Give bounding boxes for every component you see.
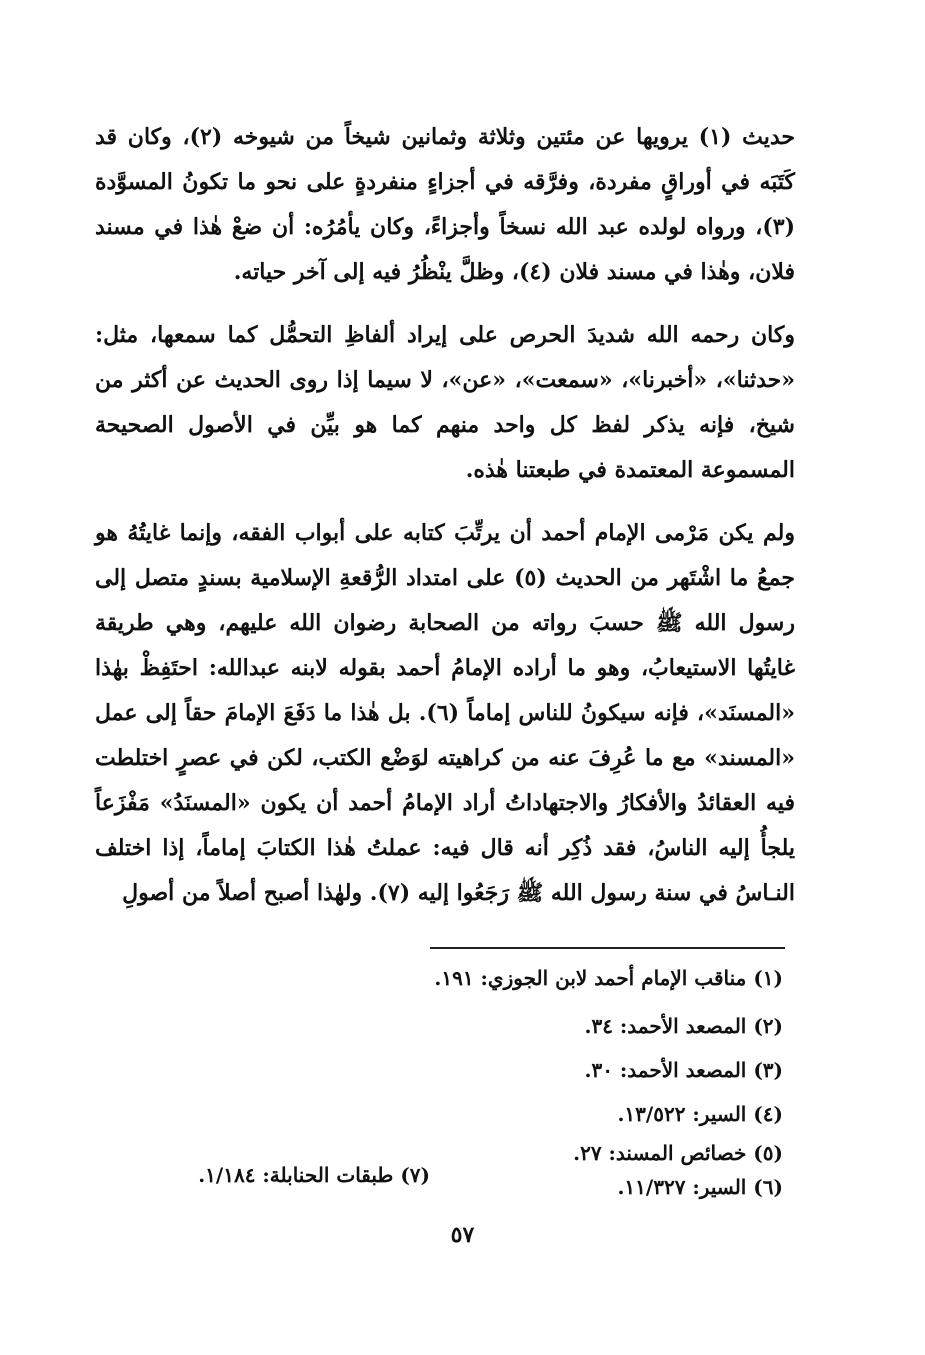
footnote-6: (٦) السير: ١١/٣٢٧. (617, 1175, 783, 1199)
footnote-1: (١) مناقب الإمام أحمد لابن الجوزي: ١٩١. (434, 966, 783, 990)
paragraph: ولم يكن مَرْمى الإمام أحمد أن يرتِّبَ كتابه على أبواب الفقه، وإنما غايتُهُ هو جمعُ ما اشْتَهر من الحديث (٥) على امتداد الرُّقعةِ الإسلامية بسندٍ متصل إلى رسول الله ﷺ حسبَ رواته من الصحابة رضوان الله عليهم، وهي طريقة غايتُها الاستيعابُ، وهو ما أراده الإمامُ أحمد بقوله لابنه عبدالله: احتَفِظْ بهٰذا «المسنَد»، فإنه سيكونُ للناس إماماً (٦). بل هٰذا ما دَفَعَ الإمامَ حقاً إلى عمل «المسند» مع ما عُرِفَ عنه من كراهيته لوَضْع الكتب، لكن في عصرٍ اختلطت فيه العقائدُ والأفكارُ والاجتهاداتُ أراد الإمامُ أحمد أن يكون «المسنَدُ» مَفْزَعاً يلجأُ إليه الناسُ، فقد ذُكِر أنه قال فيه: عملتُ هٰذا الكتابَ إماماً، إذا اختلف النـاسُ في سنة رسول الله ﷺ رَجَعُوا إليه (٧). ولهٰذا أصبح أصلاً من أصولِ (95, 520, 795, 906)
footnote-divider (430, 947, 785, 949)
main-text (95, 115, 795, 916)
paragraph: وكان رحمه الله شديدَ الحرص على إيراد ألفاظِ التحمُّل كما سمعها، مثل: «حدثنا»، «أخبرنا»، «سمعت»، «عن»، لا سيما إذا روى الحديث عن أكثر من شيخ، فإنه يذكر لفظ كل واحد منهم كما هو بيِّن في الأصول الصحيحة المسموعة المعتمدة في طبعتنا هٰذه. (95, 322, 795, 483)
footnote-3: (٣) المصعد الأحمد: ٣٠. (584, 1058, 783, 1082)
footnote-4: (٤) السير: ١٣/٥٢٢. (617, 1102, 783, 1126)
footnote-5: (٥) خصائص المسند: ٢٧. (573, 1141, 783, 1165)
paragraph: حديث (١) يرويها عن مئتين وثلاثة وثمانين شيخاً من شيوخه (٢)، وكان قد كَتَبَه في أوراقٍ مفردة، وفرَّقه في أجزاءٍ منفردةٍ على نحو ما تكونُ المسوَّدة (٣)، ورواه لولده عبد الله نسخاً وأجزاءً، وكان يأمُرُه: أن ضعْ هٰذا في مسند فلان، وهٰذا في مسند فلان (٤)، وظلَّ ينْظُرُ فيه إلى آخر حياته. (95, 124, 795, 285)
footnote-2: (٢) المصعد الأحمد: ٣٤. (584, 1014, 783, 1038)
footnote-7: (٧) طبقات الحنابلة: ١/١٨٤. (198, 1163, 430, 1187)
page-number: ٥٧ (450, 1222, 475, 1248)
